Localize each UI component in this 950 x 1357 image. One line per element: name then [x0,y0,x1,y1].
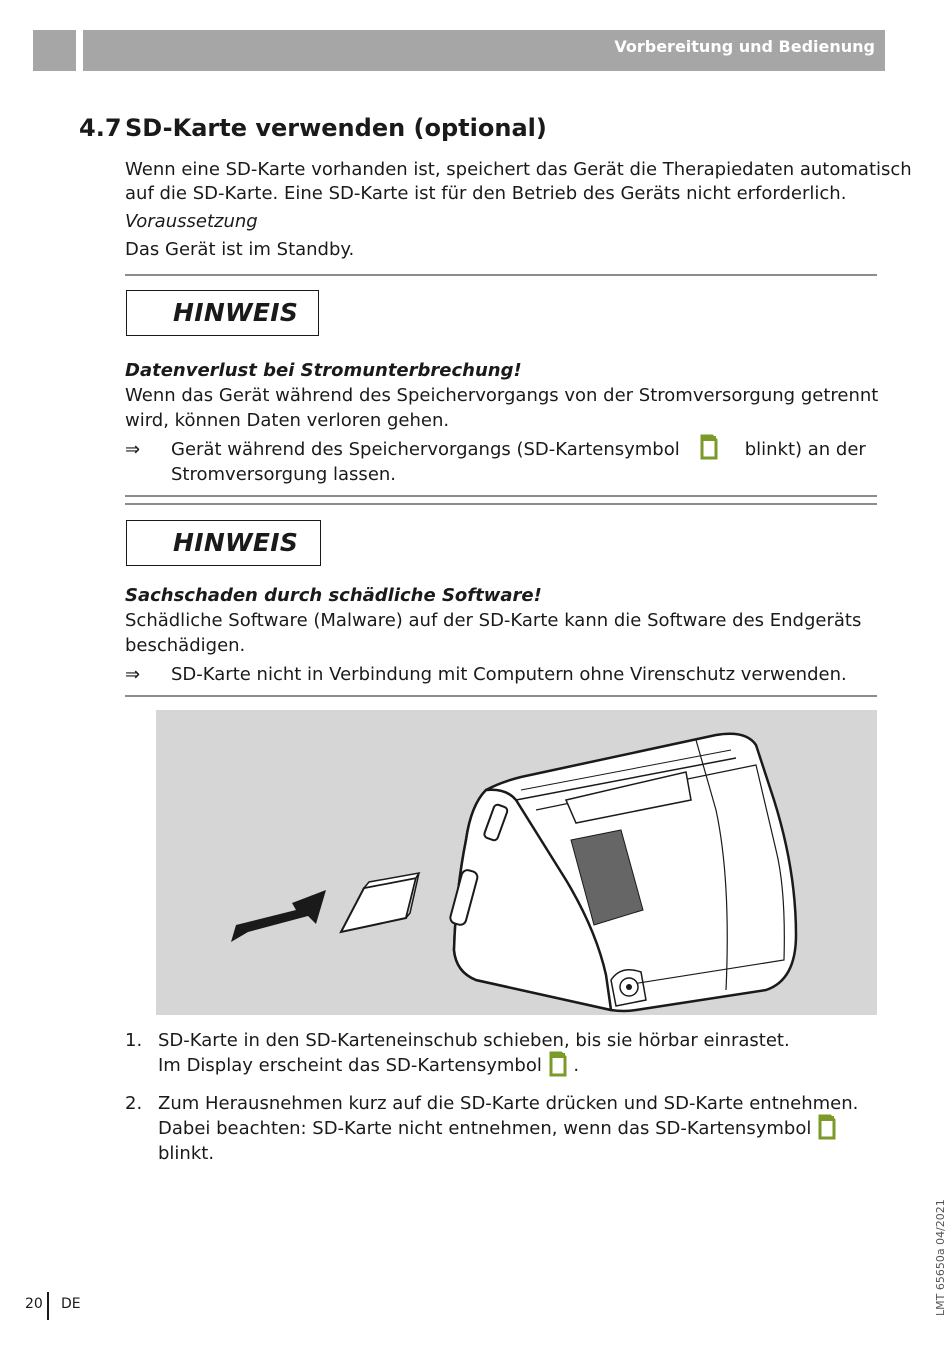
device-drawing [156,710,877,1015]
step-text: Im Display erscheint das SD-Kartensymbol [158,1055,542,1076]
precondition-text: Das Gerät ist im Standby. [125,239,355,260]
notice-title: Datenverlust bei Stromunterbrechung! [125,360,522,381]
notice-text-line-2: beschädigen. [125,635,246,656]
notice-label: HINWEIS [173,528,299,557]
notice-text-line-1: Schädliche Software (Malware) auf der SD-Karte kann die Software des Endgeräts [125,610,862,631]
notice-label: HINWEIS [173,298,299,327]
notice-text-line-2: wird, können Daten verloren gehen. [125,410,450,431]
notice-action-part-2: blinkt) an der [744,439,866,460]
divider [125,695,877,697]
notice-action-text: SD-Karte nicht in Verbindung mit Computern ohne Virenschutz verwenden. [171,664,847,685]
step-text-end: . [573,1055,580,1076]
sd-card-icon [699,433,719,461]
header-bar [83,30,885,71]
divider [125,503,877,505]
step-text: Dabei beachten: SD-Karte nicht entnehmen, wenn das SD-Kartensymbol [158,1118,812,1139]
step-text-line-2 [158,1116,858,1141]
notice-label-box [126,290,319,336]
step-text-line-1: SD-Karte in den SD-Karteneinschub schieben, bis sie hörbar einrastet. [158,1030,790,1051]
step-number: 2. [125,1093,143,1114]
step-text-line-2 [158,1053,858,1078]
action-arrow: ⇒ [125,439,141,460]
notice-title: Sachschaden durch schädliche Software! [125,585,542,606]
header-bar-left [33,30,76,71]
intro-line-1: Wenn eine SD-Karte vorhanden ist, speichert das Gerät die Therapiedaten automatisch [125,159,912,180]
divider [125,274,877,276]
notice-text-line-1: Wenn das Gerät während des Speichervorgangs von der Stromversorgung getrennt [125,385,879,406]
sd-card-icon [817,1113,837,1141]
step-text-line-1: Zum Herausnehmen kurz auf die SD-Karte drücken und SD-Karte entnehmen. [158,1093,859,1114]
notice-label-box [126,520,321,566]
footer-divider [47,1292,49,1320]
language-code: DE [61,1296,81,1312]
notice-action-line-1 [171,437,871,462]
intro-line-2: auf die SD-Karte. Eine SD-Karte ist für den Betrieb des Geräts nicht erforderlich. [125,183,847,204]
notice-action-line-2: Stromversorgung lassen. [171,464,397,485]
page-number: 20 [25,1296,43,1312]
section-number: 4.7 [79,114,122,142]
action-arrow: ⇒ [125,664,141,685]
precondition-label: Voraussetzung [125,211,258,232]
notice-action-part-1: Gerät während des Speichervorgangs (SD-Kartensymbol [171,439,680,460]
section-heading [79,114,547,142]
step-text-line-3: blinkt. [158,1143,215,1164]
section-title: SD-Karte verwenden (optional) [125,114,547,142]
header-section-title: Vorbereitung und Bedienung [614,37,875,56]
insert-direction-arrow [231,890,326,942]
divider [125,495,877,497]
device-illustration [156,710,877,1015]
step-number: 1. [125,1030,143,1051]
sd-card-icon [548,1050,568,1078]
sd-card-shape [341,878,416,932]
document-code: LMT 65650a 04/2021 [934,1199,947,1316]
